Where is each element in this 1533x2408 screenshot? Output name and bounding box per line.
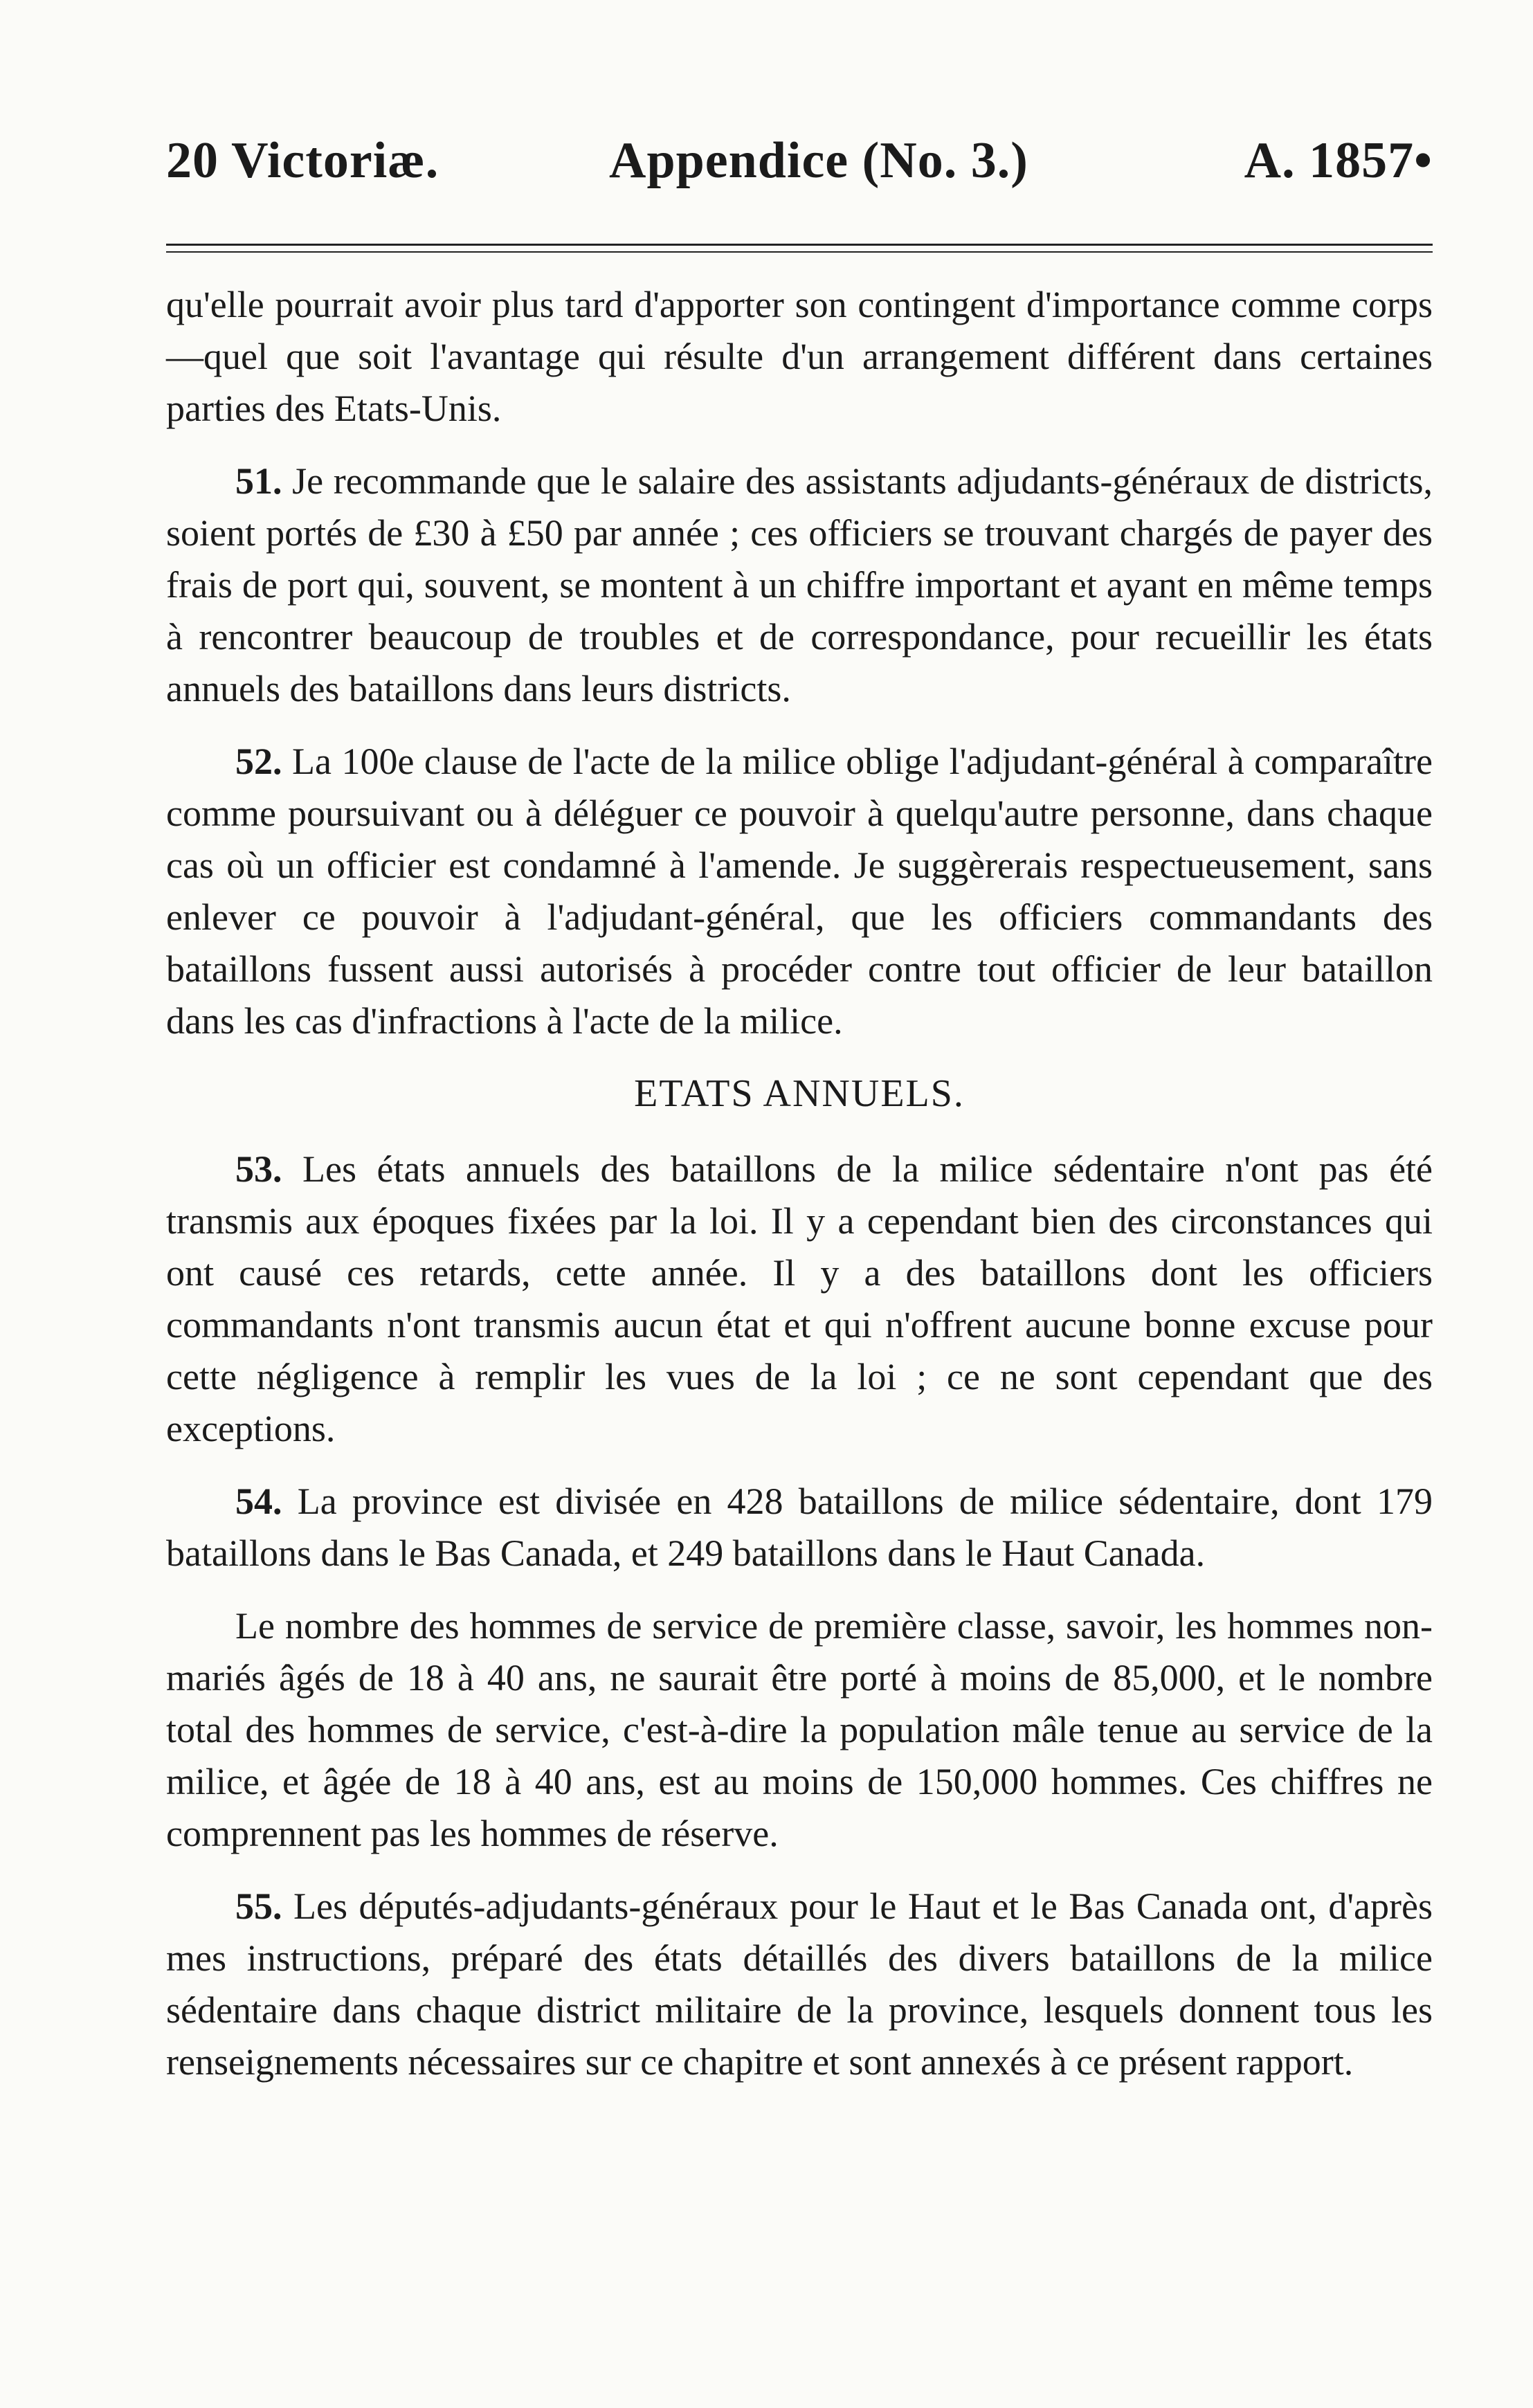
paragraph-number: 54. [235, 1481, 282, 1522]
paragraph-number: 53. [235, 1148, 282, 1190]
paragraph-text: Les états annuels des bataillons de la milice sédentaire n'ont pas été transmis aux époques fixées par la loi. Il y a cependant bien des circonstances qui ont causé ces retards, cette année. Il y a des bataillons dont les officiers commandants n'ont transmis aucun état et qui n'offrent aucune bonne excuse pour cette négligence à remplir les vues de la loi ; ce ne sont cependant que des exceptions. [166, 1148, 1433, 1449]
paragraph-number: 51. [235, 460, 282, 502]
paragraph-51 [166, 455, 1433, 715]
paragraph-number: 55. [235, 1885, 282, 1927]
page-header [166, 132, 1433, 208]
paragraph-text: La province est divisée en 428 bataillons de milice sédentaire, dont 179 bataillons dans le Bas Canada, et 249 bataillons dans le Haut Canada. [166, 1481, 1433, 1574]
paragraph-text: Je recommande que le salaire des assistants adjudants-généraux de districts, soient portés de £30 à £50 par année ; ces officiers se trouvant chargés de payer des frais de port qui, souvent, se montent à un chiffre important et ayant en même temps à rencontrer beaucoup de troubles et de correspondance, pour recueillir les états annuels des bataillons dans leurs districts. [166, 460, 1433, 709]
paragraph-55 [166, 1881, 1433, 2088]
paragraph-number: 52. [235, 741, 282, 782]
paragraph-54 [166, 1476, 1433, 1579]
paragraph-text: La 100e clause de l'acte de la milice oblige l'adjudant-général à comparaître comme poursuivant ou à déléguer ce pouvoir à quelqu'autre personne, dans chaque cas où un officier est condamné à l'amende. Je suggèrerais respectueusement, sans enlever ce pouvoir à l'adjudant-général, que les officiers commandants des bataillons fussent aussi autorisés à procéder contre tout officier de leur bataillon dans les cas d'infractions à l'acte de la milice. [166, 741, 1433, 1042]
document-page [166, 132, 1433, 2109]
header-appendix: Appendice (No. 3.) [609, 132, 1028, 189]
paragraph-continuation: qu'elle pourrait avoir plus tard d'apporter son contingent d'importance comme corps—quel que soit l'avantage qui résulte d'un arrangement différent dans certaines parties des Etats-Unis. [166, 284, 1433, 429]
header-year: A. 1857• [1244, 132, 1433, 189]
header-session: 20 Victoriæ. [166, 132, 439, 189]
paragraph-53 [166, 1143, 1433, 1455]
document-body [166, 279, 1433, 2088]
section-heading: ETATS ANNUELS. [634, 1072, 965, 1115]
paragraph-text: Les députés-adjudants-généraux pour le Haut et le Bas Canada ont, d'après mes instructions, préparé des états détaillés des divers bataillons de la milice sédentaire dans chaque district militaire de la province, lesquels donnent tous les renseignements nécessaires sur ce chapitre et sont annexés à ce présent rapport. [166, 1885, 1433, 2083]
paragraph-54-continued: Le nombre des hommes de service de première classe, savoir, les hommes non-mariés âgés de 18 à 40 ans, ne saurait être porté à moins de 85,000, et le nombre total des hommes de service, c'est-à-dire la population mâle tenue au service de la milice, et âgée de 18 à 40 ans, est au moins de 150,000 hommes. Ces chiffres ne comprennent pas les hommes de réserve. [166, 1605, 1433, 1854]
header-double-rule [166, 244, 1433, 253]
paragraph-52 [166, 736, 1433, 1047]
